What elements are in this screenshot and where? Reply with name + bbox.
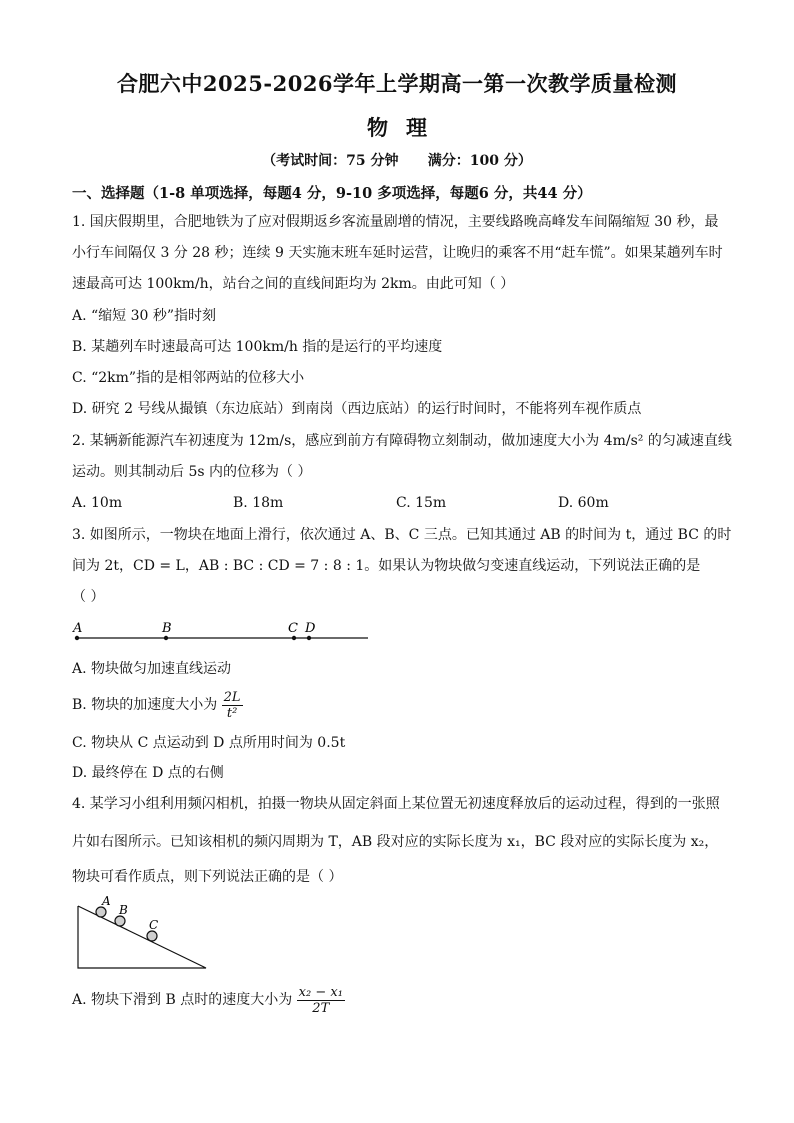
q2-option-b: B. 18m [233,495,284,511]
q3-option-b-numerator: 2L [223,689,241,705]
q4-line1: 4. 某学习小组利用频闪相机，拍摄一物块从固定斜面上某位置无初速度释放后的运动过程，得到的一张照 [72,796,720,812]
q1-line3: 速最高可达 100km/h，站台之间的直线间距均为 2km。由此可知（ ） [72,276,515,292]
q3-option-b-text: B. 物块的加速度大小为 [72,697,218,713]
q4-option-a-numerator: x₂ − x₁ [298,984,343,1000]
q2-line1: 2. 某辆新能源汽车初速度为 12m/s，感应到前方有障碍物立刻制动，做加速度大小为 4m/s² 的匀减速直线 [72,433,732,449]
q2-option-c: C. 15m [396,495,447,511]
q4-incline-figure [74,894,214,974]
exam-meta: （考试时间：75 分钟 满分：100 分） [262,153,532,169]
q4-option-a [72,983,345,1017]
exam-title: 合肥六中2025-2026学年上学期高一第一次教学质量检测 [116,71,678,96]
q3-label-b: B [162,621,172,636]
q1-option-b: B. 某趟列车时速最高可达 100km/h 指的是运行的平均速度 [72,339,443,355]
q3-option-c: C. 物块从 C 点运动到 D 点所用时间为 0.5t [72,735,346,751]
q1-option-d: D. 研究 2 号线从撮镇（东边底站）到南岗（西边底站）的运行时间时，不能将列车视作质点 [72,401,642,417]
q3-label-a: A [73,621,83,636]
q4-line2: 片如右图所示。已知该相机的频闪周期为 T，AB 段对应的实际长度为 x₁，BC 段对应的实际长度为 x₂， [72,834,719,850]
q4-block-c [147,931,157,941]
q1-line1: 1. 国庆假期里，合肥地铁为了应对假期返乡客流量剧增的情况，主要线路晚高峰发车间隔缩短 30 秒，最 [72,214,719,230]
q3-point-c [292,636,296,640]
q4-label-c: C [149,918,159,932]
q3-figure [70,618,375,648]
q4-block-b [115,916,125,926]
q1-line2: 小行车间隔仅 3 分 28 秒；连续 9 天实施末班车延时运营，让晚归的乘客不用“赶车慌”。如果某趟列车时 [72,245,723,261]
q3-label-c: C [288,621,298,636]
q3-line1: 3. 如图所示，一物块在地面上滑行，依次通过 A、B、C 三点。已知其通过 AB 的时间为 t，通过 BC 的时 [72,527,732,543]
q3-point-d [307,636,311,640]
q4-line3: 物块可看作质点，则下列说法正确的是（ ） [72,869,343,885]
q3-option-d: D. 最终停在 D 点的右侧 [72,765,224,781]
q3-point-b [164,636,168,640]
q4-label-a: A [102,894,111,908]
q3-option-b-denominator: t² [226,705,238,721]
q2-line2: 运动。则其制动后 5s 内的位移为（ ） [72,464,312,480]
q4-option-a-denominator: 2T [312,1000,330,1016]
q3-label-d: D [305,621,316,636]
q2-option-d: D. 60m [558,495,609,511]
q3-option-a: A. 物块做匀加速直线运动 [72,661,232,677]
q1-option-c: C. “2km”指的是相邻两站的位移大小 [72,370,305,386]
q3-option-b-fraction [222,690,243,721]
q1-option-a: A. “缩短 30 秒”指时刻 [72,308,217,324]
q3-point-a [75,636,79,640]
q3-line3: （ ） [72,589,105,605]
subject-title: 物理 [367,115,445,140]
q4-option-a-fraction [297,985,345,1016]
q3-line2: 间为 2t，CD = L，AB : BC : CD = 7 : 8 : 1。如果认为物块做匀变速直线运动，下列说法正确的是 [72,558,701,574]
q2-option-a: A. 10m [72,495,123,511]
section-heading: 一、选择题（1-8 单项选择，每题4 分，9-10 多项选择，每题6 分，共44 分） [72,185,592,202]
q4-label-b: B [119,903,128,917]
q3-option-b [72,688,243,722]
q4-option-a-text: A. 物块下滑到 B 点时的速度大小为 [72,992,293,1008]
q4-block-a [96,907,106,917]
